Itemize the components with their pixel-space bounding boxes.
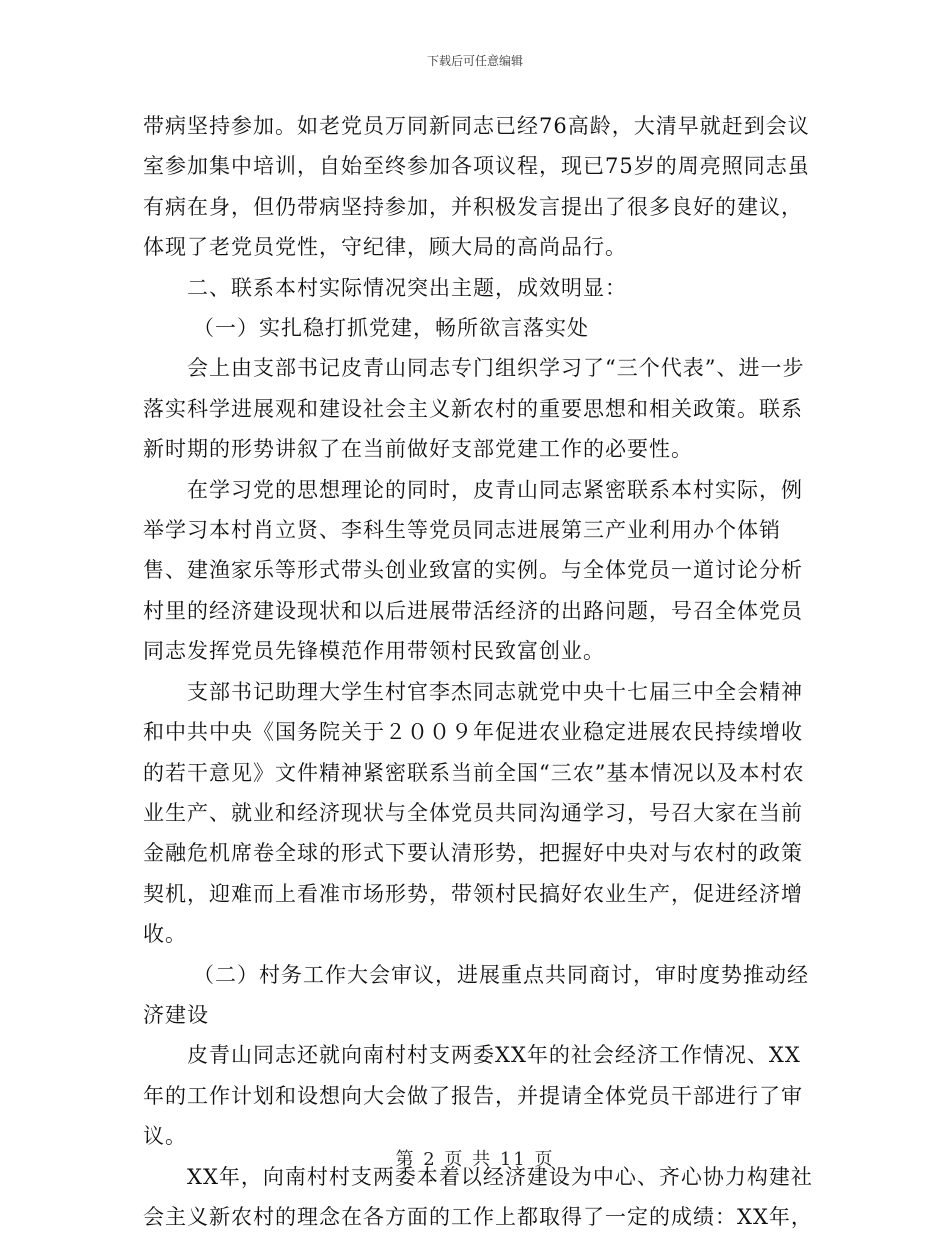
page-footer: 第 2 页 共 11 页 [395,1149,555,1170]
paragraph: 会上由支部书记皮青山同志专门组织学习了“三个代表”、进一步落实科学进展观和建设社会主义新农村的重要思想和相关政策。联系新时期的形势讲叙了在当前做好支部党建工作的必要性。 [143,356,805,462]
subsection-heading-2: （二）村务工作大会审议，进展重点共同商讨，审时度势推动经济建设 [143,962,809,1027]
paragraph: 在学习党的思想理论的同时，皮青山同志紧密联系本村实际，例举学习本村肖立贤、李科生等党员同志进展第三产业利用办个体销售、建渔家乐等形式带头创业致富的实例。与全体党员一道讨论分析村里的经济建设现状和以后进展带活经济的出路问题，号召全体党员同志发挥党员先锋模范作用带领村民致富创业。 [143,477,803,664]
paragraph: XX年，向南村村支两委本着以经济建设为中心、齐心协力构建社会主义新农村的理念在各方面的工作上都取得了一定的成绩：XX年， [143,1164,813,1229]
section-heading-2: 二、联系本村实际情况突出主题，成效明显： [187,275,627,300]
paragraph: 皮青山同志还就向南村村支两委XX年的社会经济工作情况、XX年的工作计划和设想向大会做了报告，并提请全体党员干部进行了审议。 [143,1043,803,1149]
page-header: 下载后可任意编辑 [426,54,523,68]
subsection-heading-1: （一）实扎稳打抓党建，畅所欲言落实处 [193,316,589,341]
paragraph-continuation: 带病坚持参加。如老党员万同新同志已经76高龄，大清早就赶到会议室参加集中培训，自始至终参加各项议程，现已75岁的周亮照同志虽有病在身，但仍带病坚持参加，并积极发言提出了很多良好的建议，体现了老党员党性，守纪律，顾大局的高尚品行。 [143,114,810,260]
paragraph: 支部书记助理大学生村官李杰同志就党中央十七届三中全会精神和中共中央《国务院关于２００９年促进农业稳定进展农民持续增收的若干意见》文件精神紧密联系当前全国“三农”基本情况以及本村农业生产、就业和经济现状与全体党员共同沟通学习，号召大家在当前金融危机席卷全球的形式下要认清形势，把握好中央对与农村的政策契机，迎难而上看准市场形势，带领村民搞好农业生产，促进经济增收。 [143,679,805,947]
document-body [143,106,813,1237]
